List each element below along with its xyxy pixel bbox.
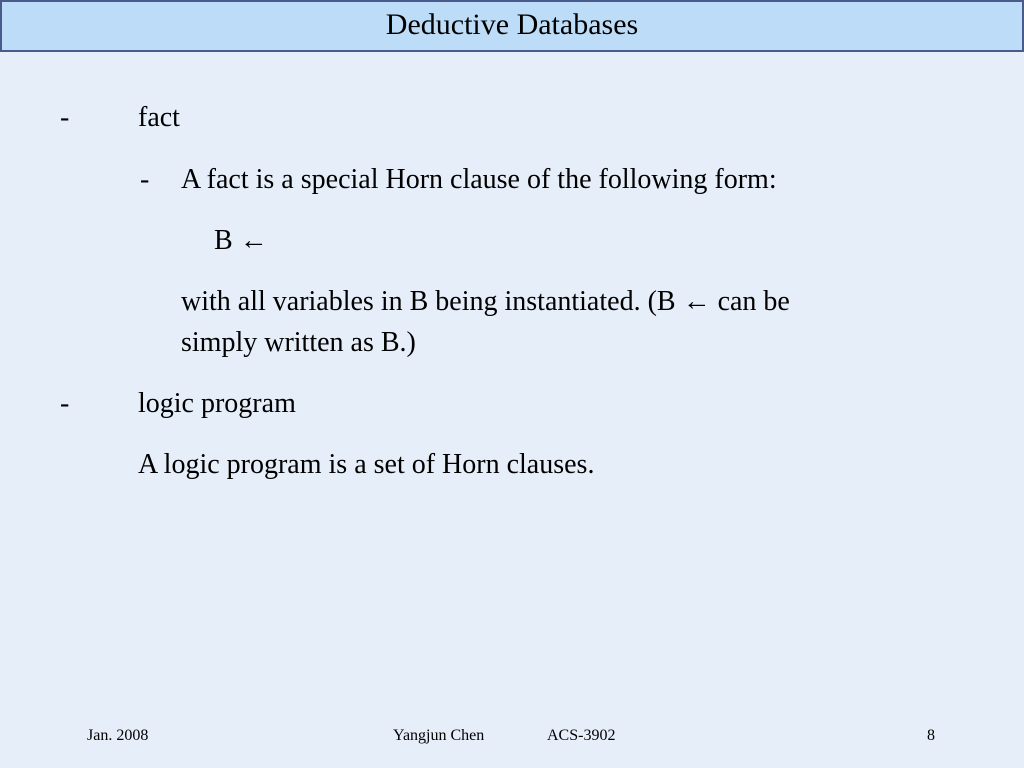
footer-author: Yangjun Chen [393,727,485,744]
sub-bullet-dash-fact: - [140,164,150,195]
fact-note-line2: simply written as B.) [181,327,416,358]
footer-course: ACS-3902 [547,727,616,744]
fact-heading: fact [138,102,180,133]
slide-title-bar [0,0,1024,52]
logic-definition: A logic program is a set of Horn clauses. [138,449,595,480]
fact-definition: A fact is a special Horn clause of the following form: [181,164,777,195]
logic-heading: logic program [138,388,296,419]
footer-page-number: 8 [927,727,935,744]
fact-note-line1: with all variables in B being instantiated. (B ← can be [181,286,790,317]
slide-title: Deductive Databases [385,8,639,41]
bullet-dash-fact: - [60,102,70,133]
fact-formula: B ← [214,225,268,256]
footer-date: Jan. 2008 [87,727,149,744]
bullet-dash-logic: - [60,388,70,419]
